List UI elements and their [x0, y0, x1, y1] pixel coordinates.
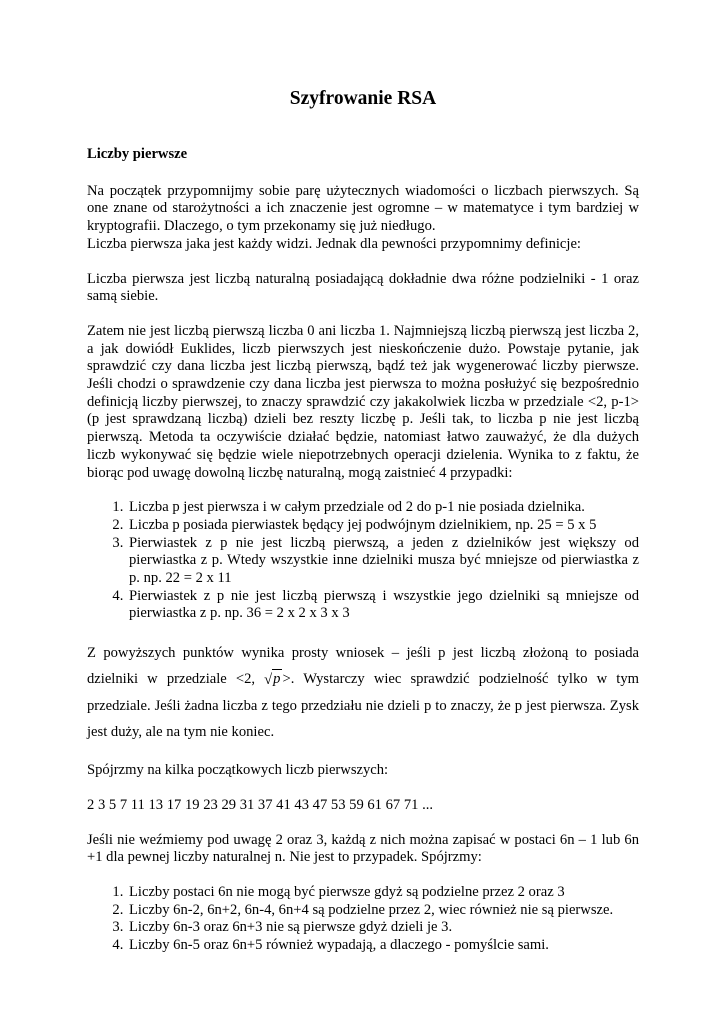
six-n-paragraph: Jeśli nie weźmiemy pod uwagę 2 oraz 3, każdą z nich można zapisać w postaci 6n – 1 lub 6n +1 dla pewnej liczby naturalnej n. Nie jest to przypadek. Spójrzmy: [87, 831, 639, 866]
cases-list [87, 499, 639, 623]
conclusion-text-after: >. Wystarczy wiec sprawdzić podzielność tylko w tym przedziale. Jeśli żadna liczba z tego przedziału nie dzieli p to znaczy, że p jest pierwsza. Zysk jest duży, ale na tym nie koniec. [87, 671, 639, 741]
definition-paragraph: Liczba pierwsza jest liczbą naturalną posiadającą dokładnie dwa różne podzielniki - 1 oraz samą siebie. [87, 270, 639, 305]
square-root-formula [264, 666, 282, 693]
list-item: 1. Liczby postaci 6n nie mogą być pierwsze gdyż są podzielne przez 2 oraz 3 [127, 884, 639, 902]
forms-list [87, 884, 639, 955]
discussion-paragraph: Zatem nie jest liczbą pierwszą liczba 0 ani liczba 1. Najmniejszą liczbą pierwszą jest liczba 2, a jak dowiódł Euklides, liczb pierwszych jest nieskończenie dużo. Powstaje pytanie, jak sprawdzić czy dana liczba jest liczbą pierwszą, bądź też jak wygenerować liczby pierwsze. Jeśli chodzi o sprawdzenie czy dana liczba jest pierwsza to można posłużyć się bezpośrednio definicją liczby pierwszej, to znaczy sprawdzić czy jakakolwiek liczba w przedziale <2, p-1> (p jest sprawdzaną liczbą) dzieli bez reszty liczbę p. Jeśli tak, to liczba p nie jest liczbą pierwszą. Metoda ta oczywiście działać będzie, natomiast łatwo zauważyć, że dla dużych liczb wykonywać się będzie wiele niepotrzebnych operacji dzielenia. Wynika to z faktu, że biorąc pod uwagę dowolną liczbę naturalną, mogą zaistnieć 4 przypadki: [87, 322, 639, 481]
list-item: 2. Liczby 6n-2, 6n+2, 6n-4, 6n+4 są podzielne przez 2, wiec również nie są pierwsze. [127, 902, 639, 920]
list-item: 2. Liczba p posiada pierwiastek będący jej podwójnym dzielnikiem, np. 25 = 5 x 5 [127, 517, 639, 535]
intro-paragraph-1: Na początek przypomnijmy sobie parę użytecznych wiadomości o liczbach pierwszych. Są one znane od starożytności a ich znaczenie jest ogromne – w matematyce i tym bardziej w kryptografii. Dlaczego, o tym przekonamy się już niedługo. [87, 182, 639, 235]
document-page [87, 88, 639, 955]
square-root-radicand: p [273, 671, 281, 688]
document-title: Szyfrowanie RSA [289, 88, 437, 109]
list-item: 1. Liczba p jest pierwsza i w całym przedziale od 2 do p-1 nie posiada dzielnika. [127, 499, 639, 517]
list-item: 3. Liczby 6n-3 oraz 6n+3 nie są pierwsze gdyż dzieli je 3. [127, 919, 639, 937]
square-root-symbol: √ [264, 672, 273, 689]
conclusion-text-before: Z powyższych punktów wynika prosty wniosek – jeśli p jest liczbą złożoną to posiada dzielniki w przedziale <2, [87, 645, 639, 688]
conclusion-paragraph [87, 640, 639, 745]
intro-paragraph-2: Liczba pierwsza jaka jest każdy widzi. Jednak dla pewności przypomnimy definicje: [87, 235, 581, 252]
list-item: 4. Pierwiastek z p nie jest liczbą pierwszą i wszystkie jego dzielniki są mniejsze od pierwiastka z p. np. 36 = 2 x 2 x 3 x 3 [127, 588, 639, 623]
list-item: 4. Liczby 6n-5 oraz 6n+5 również wypadają, a dlaczego - pomyślcie sami. [127, 937, 639, 955]
look-paragraph: Spójrzmy na kilka początkowych liczb pierwszych: [87, 762, 389, 779]
primes-sequence: 2 3 5 7 11 13 17 19 23 29 31 37 41 43 47 53 59 61 67 71 ... [87, 796, 434, 813]
list-item: 3. Pierwiastek z p nie jest liczbą pierwszą, a jeden z dzielników jest większy od pierwiastka z p. Wtedy wszystkie inne dzielniki musza być mniejsze od pierwiastka z p. np. 22 = 2 x 11 [127, 535, 639, 588]
section-heading: Liczby pierwsze [87, 146, 188, 162]
